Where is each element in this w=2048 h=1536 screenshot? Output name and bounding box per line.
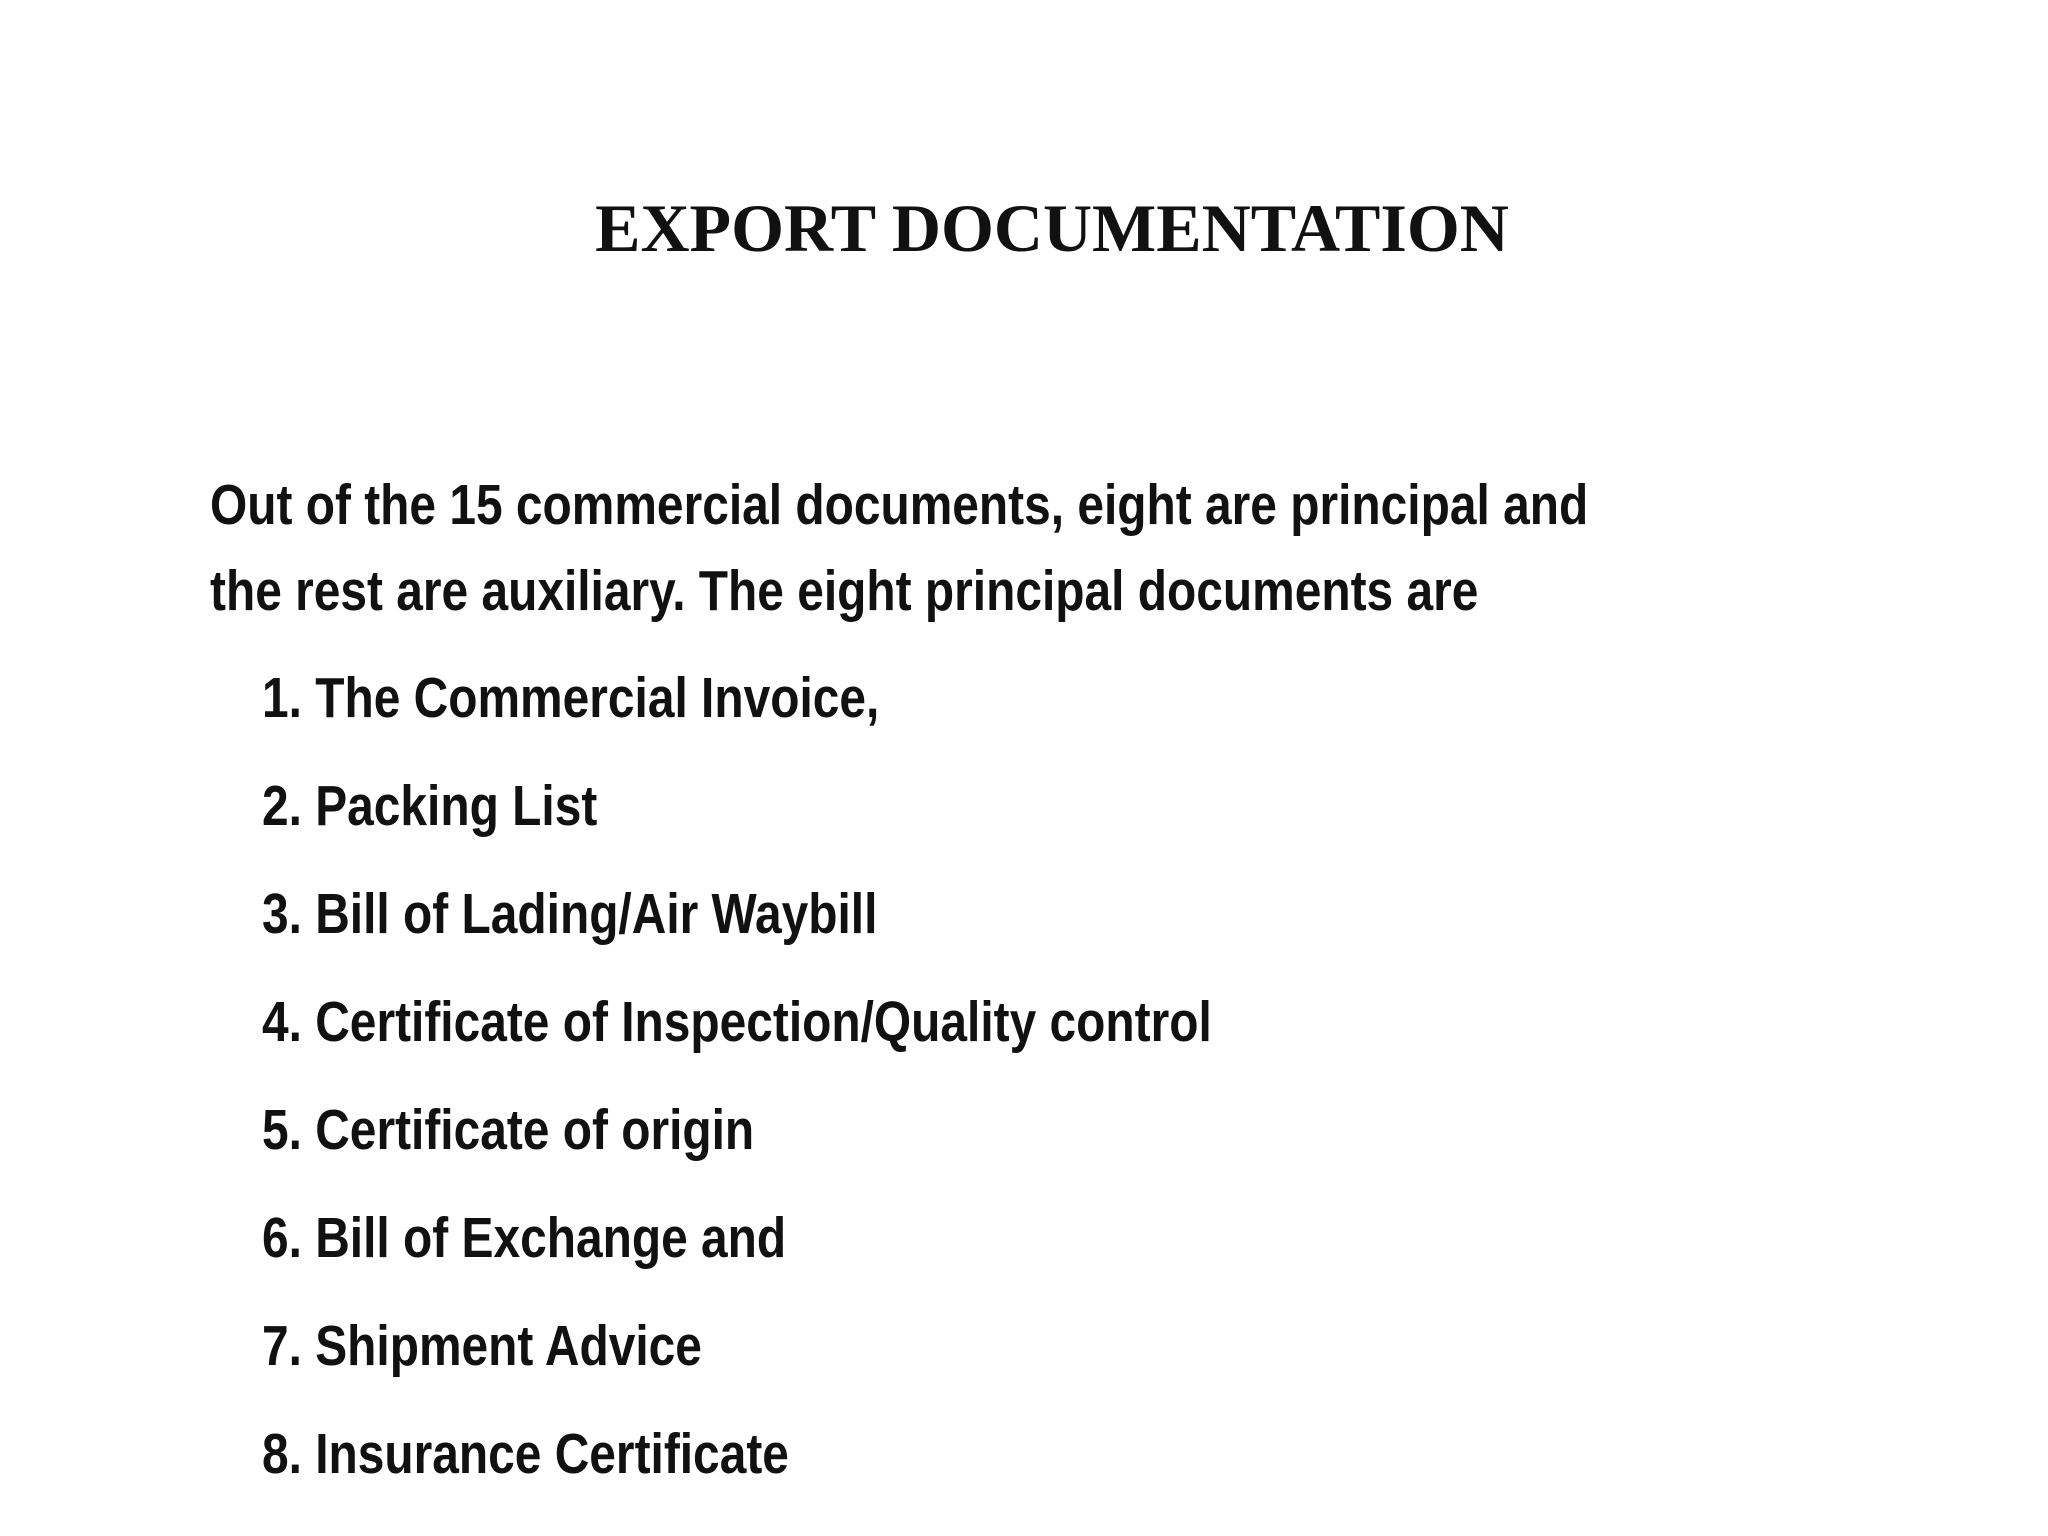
list-item: 2. Packing List <box>262 774 598 838</box>
list-item: 1. The Commercial Invoice, <box>262 666 880 730</box>
list-item: 6. Bill of Exchange and <box>262 1206 787 1270</box>
list-item: 7. Shipment Advice <box>262 1314 702 1378</box>
list-item: 3. Bill of Lading/Air Waybill <box>262 882 878 946</box>
principal-documents-list <box>262 655 1212 1519</box>
intro-line-2: the rest are auxiliary. The eight principal documents are <box>210 559 1479 623</box>
intro-line-1: Out of the 15 commercial documents, eight are principal and <box>210 473 1589 537</box>
intro-paragraph <box>210 462 1638 634</box>
list-item: 8. Insurance Certificate <box>262 1422 789 1486</box>
page-title: EXPORT DOCUMENTATION <box>595 190 1509 266</box>
list-item: 4. Certificate of Inspection/Quality control <box>262 990 1212 1054</box>
list-item: 5. Certificate of origin <box>262 1098 755 1162</box>
